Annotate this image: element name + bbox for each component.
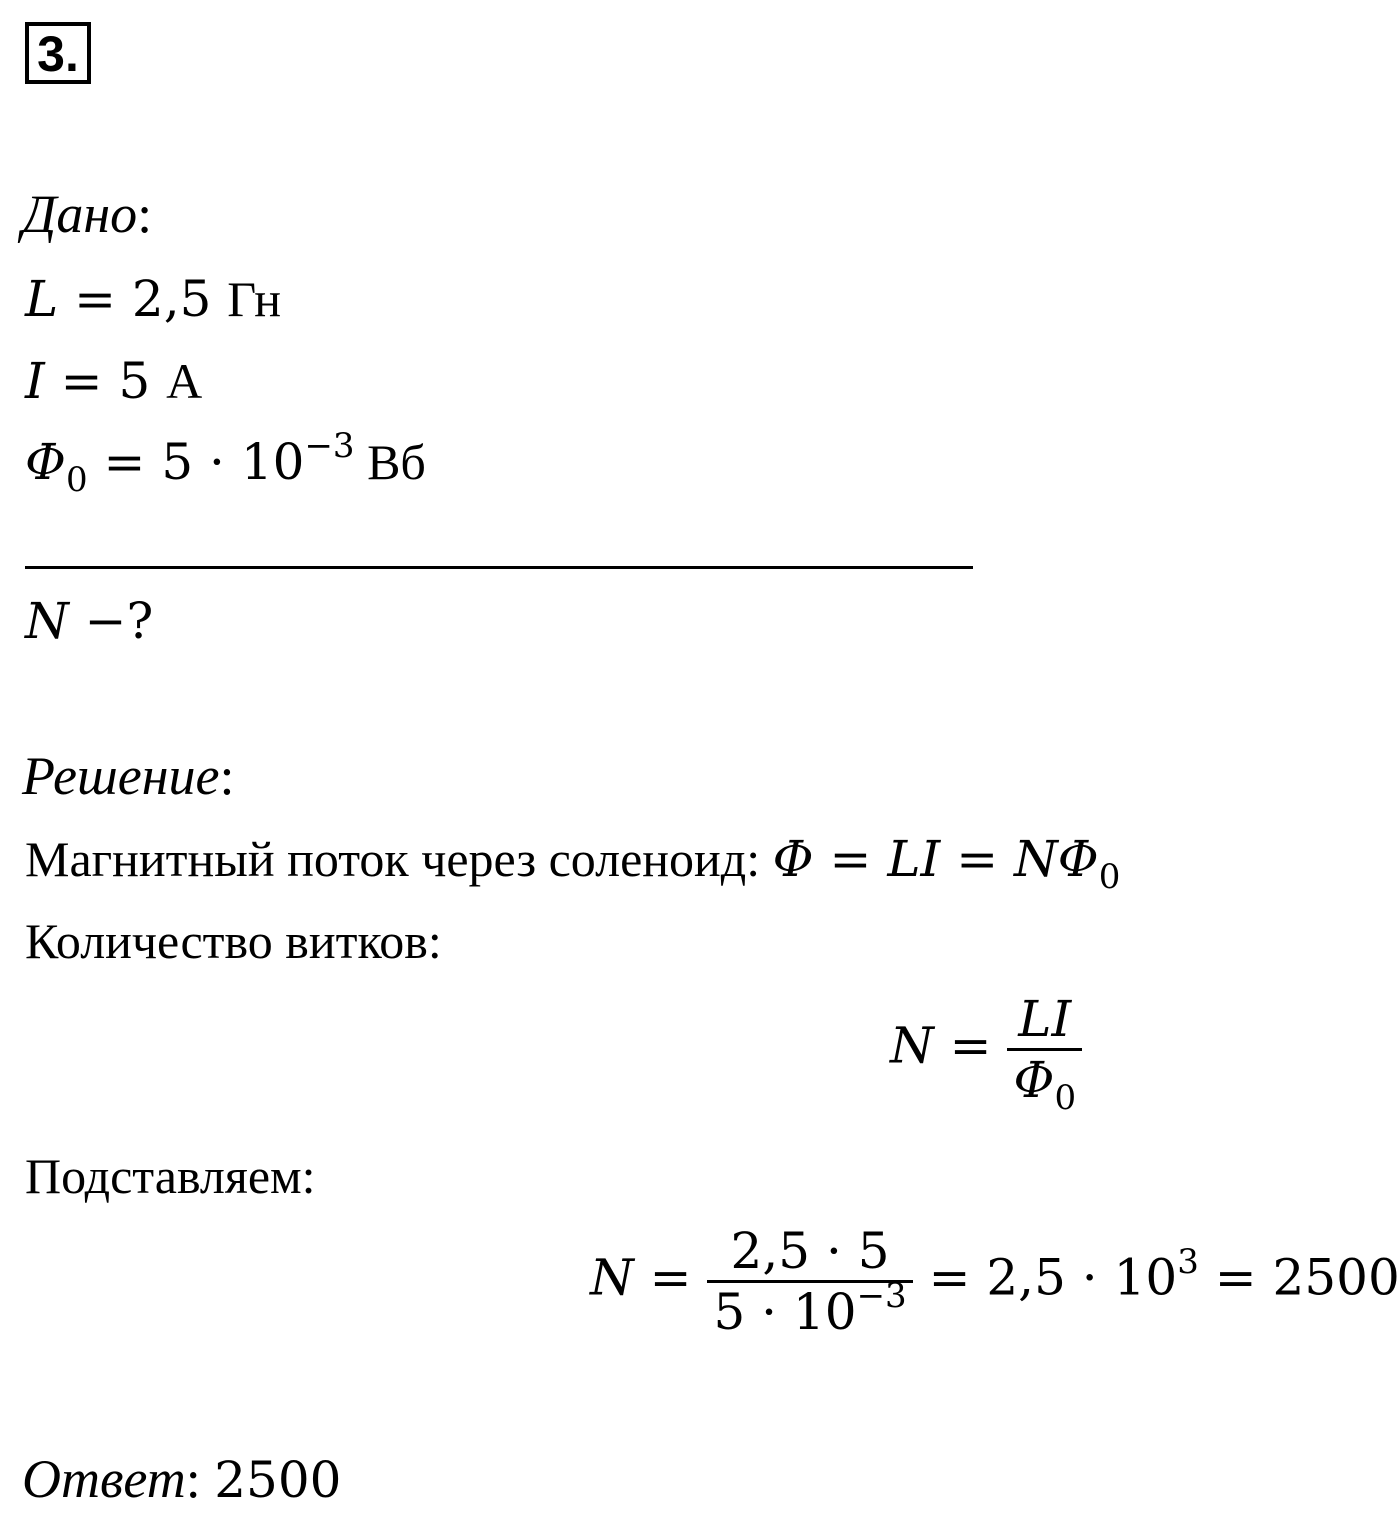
unit-phi0: Вб bbox=[354, 434, 426, 490]
answer-colon: : bbox=[185, 1449, 215, 1509]
flux-text: Магнитный поток через соленоид: bbox=[25, 831, 773, 887]
formula-N bbox=[890, 990, 1082, 1118]
flux-line bbox=[25, 830, 1121, 897]
formula-N-eq: = bbox=[933, 1016, 1008, 1075]
find-line bbox=[25, 592, 153, 650]
calc-denominator bbox=[707, 1276, 912, 1341]
formula-N-numerator: LI bbox=[1018, 990, 1072, 1048]
value-phi0: = 5 · 10 bbox=[87, 433, 305, 491]
given-divider bbox=[25, 566, 973, 569]
given-line-I bbox=[25, 352, 202, 410]
given-line-phi0 bbox=[25, 426, 426, 500]
flux-LI: LI bbox=[887, 830, 941, 888]
flux-eq-1: = bbox=[813, 830, 888, 888]
flux-phi: Φ bbox=[772, 830, 814, 888]
calc-formula bbox=[590, 1222, 1400, 1341]
phi0-exponent: −3 bbox=[304, 426, 355, 466]
calc-den-exponent: −3 bbox=[856, 1276, 907, 1316]
var-phi: Φ bbox=[25, 433, 66, 491]
substitute-text: Подставляем: bbox=[25, 1148, 316, 1204]
flux-eq-2: = bbox=[940, 830, 1014, 888]
calc-mid: = 2,5 · 10 bbox=[912, 1248, 1178, 1307]
formula-N-fraction bbox=[1007, 990, 1082, 1118]
flux-Nphi: NΦ bbox=[1013, 830, 1099, 888]
phi-subscript: 0 bbox=[66, 460, 88, 500]
solution-heading-colon: : bbox=[219, 746, 235, 806]
flux-subscript: 0 bbox=[1098, 857, 1121, 897]
calc-fraction bbox=[707, 1222, 912, 1341]
formula-N-den-phi: Φ bbox=[1013, 1051, 1055, 1109]
calc-lhs: N bbox=[590, 1248, 634, 1307]
answer-value: 2500 bbox=[214, 1451, 342, 1509]
given-line-L bbox=[25, 270, 281, 328]
value-I: = 5 bbox=[44, 352, 167, 410]
turns-text: Количество витков: bbox=[25, 913, 442, 969]
formula-N-lhs: N bbox=[890, 1016, 934, 1075]
solution-heading-text: Решение bbox=[22, 746, 220, 806]
unit-I: А bbox=[166, 353, 203, 409]
calc-eq: = bbox=[633, 1248, 708, 1307]
answer-label: Ответ bbox=[22, 1449, 186, 1509]
calc-result: = 2500 bbox=[1198, 1248, 1400, 1307]
find-var: N bbox=[25, 592, 69, 650]
given-heading-text: Дано bbox=[22, 184, 138, 244]
solution-heading bbox=[22, 745, 235, 807]
calc-mid-exponent: 3 bbox=[1177, 1241, 1199, 1282]
problem-number: 3. bbox=[25, 22, 91, 84]
var-I: I bbox=[25, 352, 45, 410]
value-L: = 2,5 bbox=[58, 270, 228, 328]
find-text: −? bbox=[68, 592, 154, 650]
unit-L: Гн bbox=[227, 271, 282, 327]
given-heading bbox=[22, 183, 152, 245]
calc-numerator: 2,5 · 5 bbox=[730, 1222, 890, 1280]
answer-line bbox=[22, 1448, 341, 1510]
var-L: L bbox=[25, 270, 59, 328]
given-heading-colon: : bbox=[137, 184, 153, 244]
formula-N-denominator bbox=[1007, 1051, 1082, 1118]
calc-den-base: 5 · 10 bbox=[713, 1283, 857, 1341]
formula-N-den-subscript: 0 bbox=[1054, 1078, 1077, 1118]
